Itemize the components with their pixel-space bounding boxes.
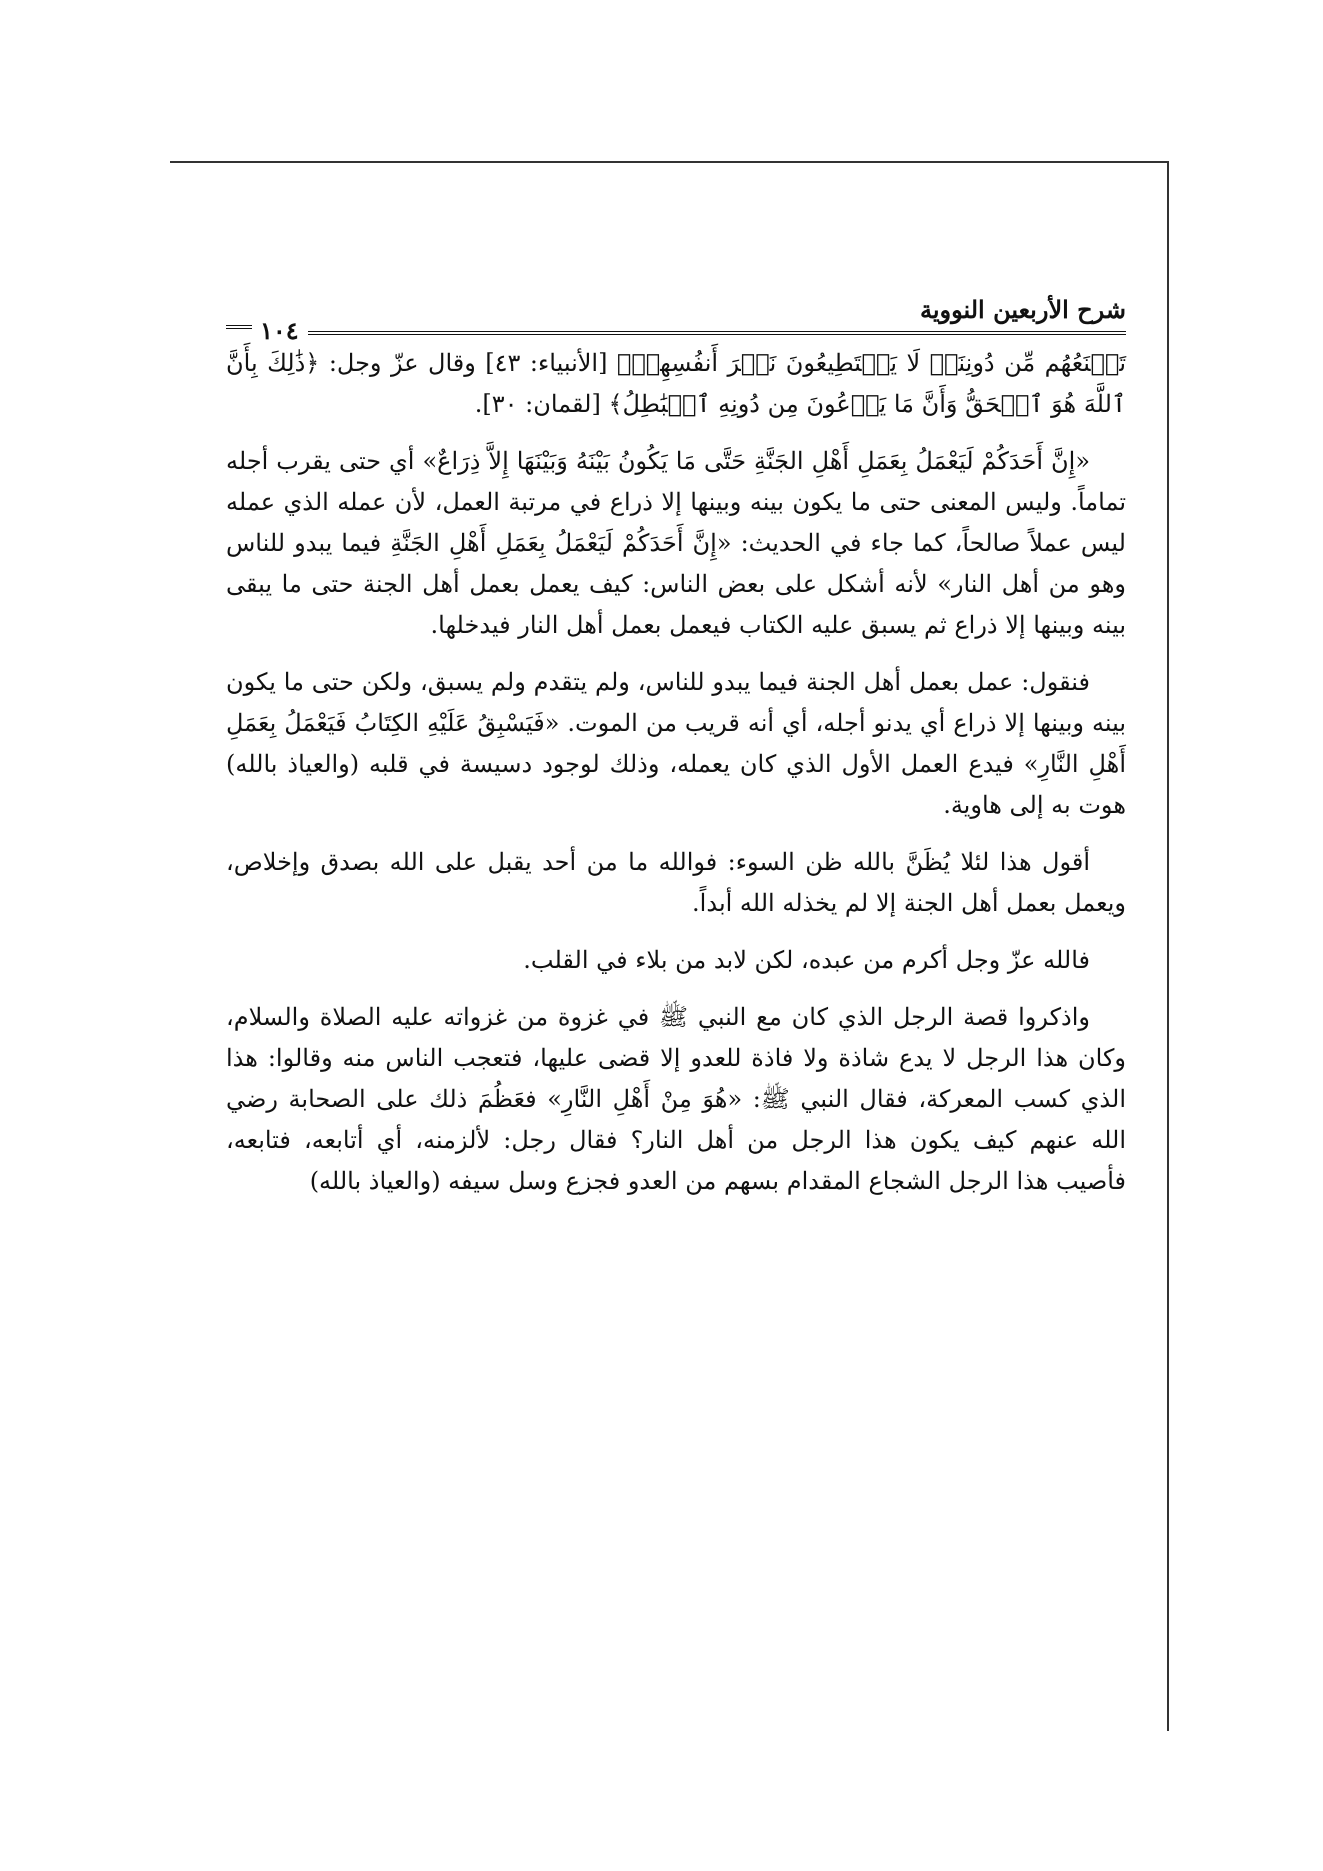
running-header <box>226 285 1126 343</box>
paragraph-quran-continuation: تَمۡنَعُهُم مِّن دُونِنَاۚ لَا يَسۡتَطِيعُونَ نَصۡرَ أَنفُسِهِمۡ﴾ [الأنبياء: ٤٣] وقال عزّ وجل: ﴿ذَٰلِكَ بِأَنَّ ٱللَّهَ هُوَ ٱلۡحَقُّ وَأَنَّ مَا يَدۡعُونَ مِن دُونِهِ ٱلۡبَٰطِلُ﴾ [لقمان: ٣٠]. <box>226 349 1127 418</box>
paragraph-explanation: فنقول: عمل بعمل أهل الجنة فيما يبدو للناس، ولم يتقدم ولم يسبق، ولكن حتى ما يكون بينه وبينها إلا ذراع أي يدنو أجله، أي أنه قريب من الموت. «فَيَسْبِقُ عَلَيْهِ الكِتَابُ فَيَعْمَلُ بِعَمَلِ أَهْلِ النَّارِ» فيدع العمل الأول الذي كان يعمله، وذلك لوجود دسيسة في قلبه (والعياذ بالله) هوت به إلى هاوية. <box>226 668 1126 819</box>
paragraph-allah-generous: فالله عزّ وجل أكرم من عبده، لكن لابد من بلاء في القلب. <box>523 946 1090 974</box>
crop-mark-right <box>1167 161 1169 1731</box>
book-page <box>226 285 1126 1218</box>
header-corner-mark <box>226 325 252 329</box>
paragraph-hadith-dhira: «إِنَّ أَحَدَكُمْ لَيَعْمَلُ بِعَمَلِ أَهْلِ الجَنَّةِ حَتَّى مَا يَكُونُ بَيْنَهُ وَبَيْنَهَا إِلاَّ ذِرَاعٌ» أي حتى يقرب أجله تماماً. وليس المعنى حتى ما يكون بينه وبينها إلا ذراع في مرتبة العمل، لأن عمله الذي عمله ليس عملاً صالحاً، كما جاء في الحديث: «إِنَّ أَحَدَكُمْ لَيَعْمَلُ بِعَمَلِ أَهْلِ الجَنَّةِ فيما يبدو للناس وهو من أهل النار» لأنه أشكل على بعض الناس: كيف يعمل بعمل أهل الجنة حتى ما يبقى بينه وبينها إلا ذراع ثم يسبق عليه الكتاب فيعمل بعمل أهل النار فيدخلها. <box>226 447 1126 639</box>
header-rule <box>308 331 1126 335</box>
paragraph-story: واذكروا قصة الرجل الذي كان مع النبي ﷺ في غزوة من غزواته عليه الصلاة والسلام، وكان هذا الرجل لا يدع شاذة ولا فاذة للعدو إلا قضى عليها، فتعجب الناس منه وقالوا: هذا الذي كسب المعركة، فقال النبي ﷺ: «هُوَ مِنْ أَهْلِ النَّارِ» فعَظُمَ ذلك على الصحابة رضي الله عنهم كيف يكون هذا الرجل من أهل النار؟ فقال رجل: لألزمنه، أي أتابعه، فتابعه، فأصيب هذا الرجل الشجاع المقدام بسهم من العدو فجزع وسل سيفه (والعياذ بالله) <box>226 1003 1126 1195</box>
running-title: شرح الأربعين النووية <box>919 295 1126 324</box>
body-text <box>226 343 1126 1202</box>
page-number: ١٠٤ <box>260 316 299 345</box>
paragraph-warning: أقول هذا لئلا يُظَنَّ بالله ظن السوء: فوالله ما من أحد يقبل على الله بصدق وإخلاص، ويعمل بعمل أهل الجنة إلا لم يخذله الله أبداً. <box>226 848 1126 917</box>
crop-mark-top <box>170 161 1169 163</box>
